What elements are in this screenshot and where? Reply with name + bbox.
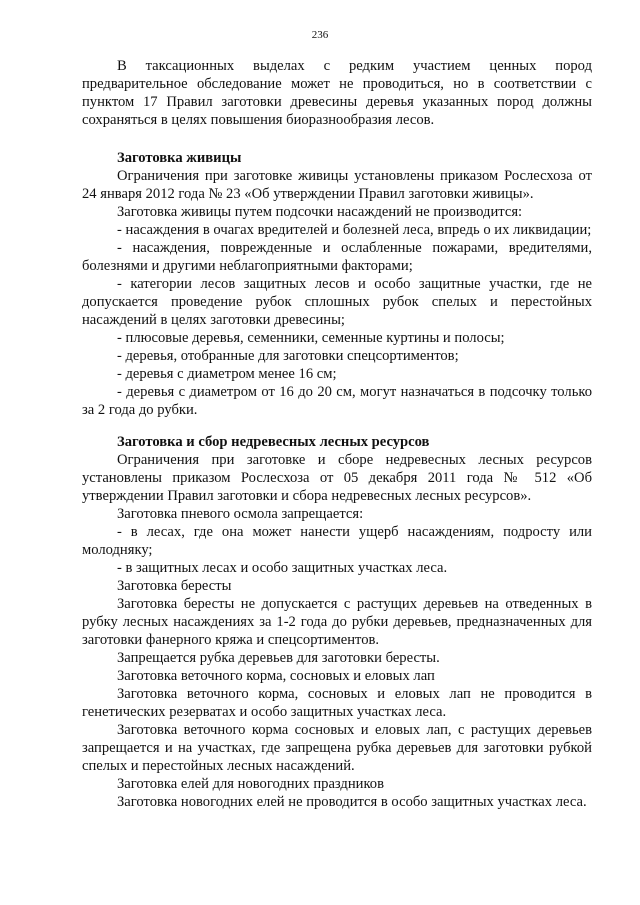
subheading: Заготовка веточного корма, сосновых и еловых лап [117,668,435,684]
document-body [82,57,592,811]
list-item: - деревья с диаметром от 16 до 20 см, могут назначаться в подсочку только за 2 года до рубки. [82,384,592,418]
subheading: Заготовка елей для новогодних праздников [117,776,384,792]
section-heading-resin: Заготовка живицы [117,150,242,166]
list-item: - в защитных лесах и особо защитных участках леса. [117,560,448,576]
subheading: Заготовка бересты [117,578,232,594]
paragraph: Заготовка новогодних елей не проводится в особо защитных участках леса. [117,794,587,810]
paragraph: Заготовка живицы путем подсочки насаждений не производится: [117,204,523,220]
list-item: - деревья с диаметром менее 16 см; [117,366,337,382]
paragraph: Ограничения при заготовке живицы установлены приказом Рослесхоза от 24 января 2012 года № 23 «Об утверждении Правил заготовки живицы». [82,168,592,202]
intro-paragraph: В таксационных выделах с редким участием ценных пород предварительное обследование может не проводиться, но в соответствии с пунктом 17 Правил заготовки древесины деревья указанных пород должны сохраняться в целях повышения биоразнообразия лесов. [82,58,592,128]
list-item: - деревья, отобранные для заготовки спецсортиментов; [117,348,459,364]
paragraph: Заготовка пневого осмола запрещается: [117,506,364,522]
list-item: - насаждения, поврежденные и ослабленные пожарами, вредителями, болезнями и другими неблагоприятными факторами; [82,240,592,274]
page-number: 236 [311,29,329,41]
list-item: - в лесах, где она может нанести ущерб насаждениям, подросту или молодняку; [82,524,592,558]
paragraph: Заготовка веточного корма, сосновых и еловых лап не проводится в генетических резерватах и особо защитных участках леса. [82,686,592,720]
paragraph: Ограничения при заготовке и сборе недревесных лесных ресурсов установлены приказом Рослесхоза от 05 декабря 2011 года № 512 «Об утверждении Правил заготовки и сбора недревесных лесных ресурсов». [82,452,592,504]
paragraph: Заготовка бересты не допускается с растущих деревьев на отведенных в рубку лесных насаждениях за 1-2 года до рубки деревьев, предназначенных для заготовки фанерного кряжа и спецсортиментов. [82,596,592,648]
paragraph: Заготовка веточного корма сосновых и еловых лап, с растущих деревьев запрещается и на участках, где запрещена рубка деревьев для заготовки рубкой спелых и перестойных лесных насаждений. [82,722,592,774]
paragraph: Запрещается рубка деревьев для заготовки бересты. [117,650,440,666]
list-item: - категории лесов защитных лесов и особо защитные участки, где не допускается проведение рубок сплошных рубок спелых и перестойных насаждений в целях заготовки древесины; [82,276,592,328]
section-heading-nontimber: Заготовка и сбор недревесных лесных ресурсов [117,434,430,450]
list-item: - насаждения в очагах вредителей и болезней леса, впредь о их ликвидации; [117,222,592,238]
list-item: - плюсовые деревья, семенники, семенные куртины и полосы; [117,330,505,346]
